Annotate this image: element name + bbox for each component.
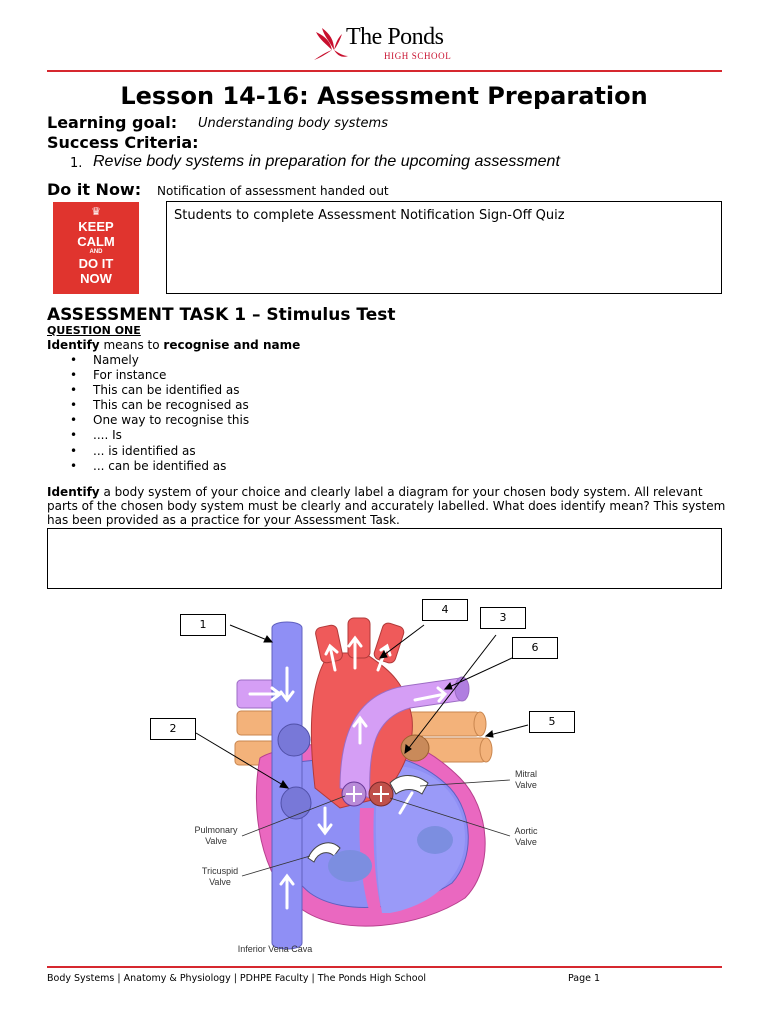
learning-goal-text: Understanding body systems xyxy=(198,116,388,131)
pulmonary-valve xyxy=(342,782,366,806)
instruction-text: a body system of your choice and clearly label a diagram for your chosen body system. All relevant parts of the chosen body system must be clearly and accurately labelled. What does identify mean? This system has been provided as a practice for your Assessment Task. xyxy=(47,485,726,527)
do-it-now-box-text: Students to complete Assessment Notification Sign-Off Quiz xyxy=(174,208,565,223)
school-logo-flower xyxy=(312,26,350,64)
success-criteria-label: Success Criteria: xyxy=(47,133,199,152)
diagram-label-box-5[interactable]: 5 xyxy=(529,711,575,733)
pulmonary-label-1: Pulmonary xyxy=(194,825,238,835)
list-item: • ... is identified as xyxy=(70,444,249,459)
poster-line-and: AND xyxy=(89,249,103,255)
diagram-label-box-1[interactable]: 1 xyxy=(180,614,226,636)
aortic-label-2: Valve xyxy=(515,837,537,847)
page-title: Lesson 14-16: Assessment Preparation xyxy=(120,82,648,110)
school-subtitle: HIGH SCHOOL xyxy=(384,51,452,61)
keep-calm-poster xyxy=(53,202,139,294)
list-item: • One way to recognise this xyxy=(70,413,249,428)
list-item: • ... can be identified as xyxy=(70,459,249,474)
diagram-label-box-6[interactable]: 6 xyxy=(512,637,558,659)
do-it-now-text: Notification of assessment handed out xyxy=(157,184,389,198)
list-item: • Namely xyxy=(70,353,249,368)
footer-text: Body Systems | Anatomy & Physiology | PDHPE Faculty | The Ponds High School xyxy=(47,973,427,984)
diagram-label-box-3[interactable]: 3 xyxy=(480,607,526,629)
identify-word: Identify xyxy=(47,338,100,352)
aortic-valve xyxy=(369,782,393,806)
means-to-text: means to xyxy=(99,338,164,352)
poster-line-now: NOW xyxy=(80,271,112,286)
instruction-paragraph xyxy=(47,485,727,527)
tricuspid-label-2: Valve xyxy=(209,877,231,887)
success-criteria-number: 1. xyxy=(70,156,83,171)
school-name: The Ponds xyxy=(346,24,444,50)
instruction-identify-word: Identify xyxy=(47,485,100,499)
footer-divider xyxy=(47,966,722,968)
aortic-arch-branches xyxy=(314,618,405,664)
success-criteria-item: Revise body systems in preparation for the upcoming assessment xyxy=(93,153,560,170)
poster-line-calm: CALM xyxy=(77,234,115,249)
aortic-label-1: Aortic xyxy=(514,826,538,836)
diagram-label-box-4[interactable]: 4 xyxy=(422,599,468,621)
answer-box[interactable] xyxy=(47,528,722,589)
question-one-heading: QUESTION ONE xyxy=(47,324,141,337)
heart-diagram xyxy=(190,608,560,958)
vena-cava-opening-1 xyxy=(278,724,310,756)
do-it-now-label: Do it Now: xyxy=(47,180,142,199)
list-item: • .... Is xyxy=(70,428,249,443)
mitral-label-1: Mitral xyxy=(515,769,537,779)
page-number: Page 1 xyxy=(568,973,601,984)
list-item: • For instance xyxy=(70,368,249,383)
header-divider xyxy=(47,70,722,72)
recognise-name-text: recognise and name xyxy=(163,338,301,352)
crown-icon: ♛ xyxy=(91,206,101,218)
ventricle-shading-right xyxy=(417,826,453,854)
mitral-label-2: Valve xyxy=(515,780,537,790)
poster-line-do-it: DO IT xyxy=(78,256,114,271)
list-item: • This can be recognised as xyxy=(70,398,249,413)
poster-line-keep: KEEP xyxy=(78,219,114,234)
identify-definition xyxy=(47,338,300,352)
ivc-label: Inferior Vena Cava xyxy=(237,944,313,954)
vena-cava-opening-2 xyxy=(281,787,311,819)
pulmonary-label-2: Valve xyxy=(205,836,227,846)
identify-phrase-list xyxy=(70,353,249,474)
assessment-task-heading: ASSESSMENT TASK 1 – Stimulus Test xyxy=(47,305,396,325)
list-item: • This can be identified as xyxy=(70,383,249,398)
learning-goal-label: Learning goal: xyxy=(47,113,178,132)
tricuspid-label-1: Tricuspid xyxy=(201,866,239,876)
ventricle-shading xyxy=(328,850,372,882)
diagram-label-box-2[interactable]: 2 xyxy=(150,718,196,740)
